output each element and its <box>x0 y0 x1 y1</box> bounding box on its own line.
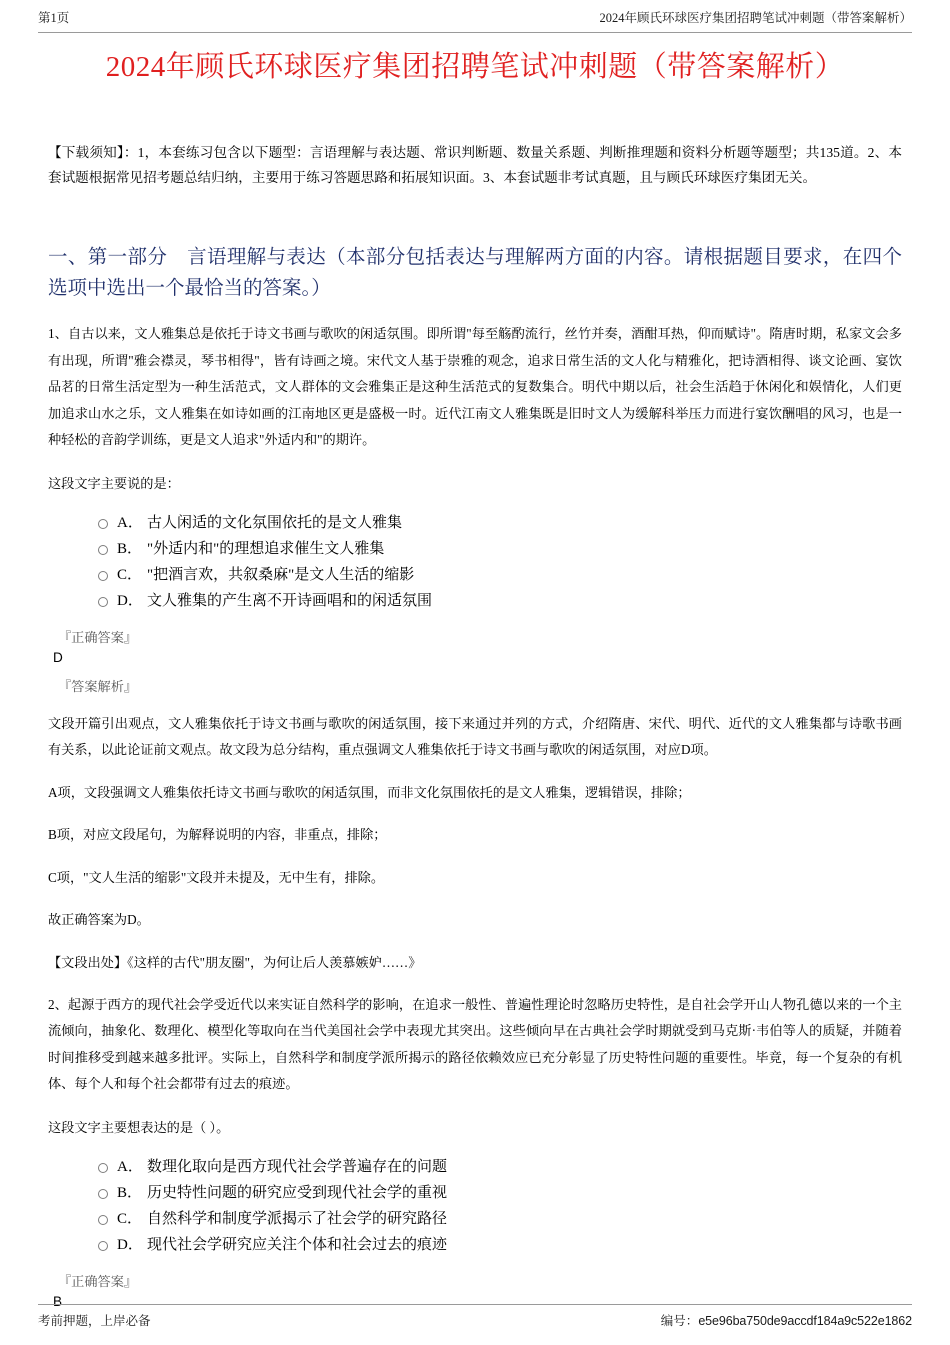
option-letter: D． <box>117 592 143 609</box>
correct-answer-value: B <box>53 1293 63 1309</box>
running-header-title: 2024年顾氏环球医疗集团招聘笔试冲刺题（带答案解析） <box>599 11 912 25</box>
radio-button-icon[interactable] <box>98 597 108 607</box>
analysis-paragraph: B项，对应文段尾句，为解释说明的内容，非重点，排除； <box>48 827 387 842</box>
analysis-label: 『答案解析』 <box>58 678 138 694</box>
option-text: "把酒言欢，共叙桑麻"是文人生活的缩影 <box>147 566 415 583</box>
footer-slogan: 考前押题，上岸必备 <box>38 1314 151 1328</box>
footer-code-label: 编号： <box>660 1314 699 1328</box>
option-list <box>48 510 902 614</box>
option-letter: C． <box>117 1210 143 1227</box>
option-text: 数理化取向是西方现代社会学普遍存在的问题 <box>147 1158 448 1175</box>
option-text: "外适内和"的理想追求催生文人雅集 <box>147 540 385 557</box>
radio-button-icon[interactable] <box>98 1163 108 1173</box>
option-letter: C． <box>117 566 143 583</box>
option-item[interactable] <box>48 1232 902 1258</box>
option-item[interactable] <box>48 510 902 536</box>
option-item[interactable] <box>48 536 902 562</box>
option-text: 现代社会学研究应关注个体和社会过去的痕迹 <box>147 1236 448 1253</box>
radio-button-icon[interactable] <box>98 1189 108 1199</box>
option-letter: A． <box>117 514 143 531</box>
running-footer <box>38 1304 912 1331</box>
radio-button-icon[interactable] <box>98 1215 108 1225</box>
option-letter: A． <box>117 1158 143 1175</box>
page-title: 2024年顾氏环球医疗集团招聘笔试冲刺题（带答案解析） <box>105 51 845 83</box>
option-letter: D． <box>117 1236 143 1253</box>
option-text: 历史特性问题的研究应受到现代社会学的重视 <box>147 1184 448 1201</box>
footer-code-value: e5e96ba750de9accdf184a9c522e1862 <box>698 1314 912 1328</box>
question-block <box>48 992 902 1312</box>
question-prompt: 这段文字主要想表达的是（ ）。 <box>48 1119 230 1135</box>
option-item[interactable] <box>48 588 902 614</box>
option-item[interactable] <box>48 1206 902 1232</box>
correct-answer-label: 『正确答案』 <box>58 1273 138 1289</box>
radio-button-icon[interactable] <box>98 571 108 581</box>
source-citation: 【文段出处】《这样的古代"朋友圈"，为何让后人羡慕嫉妒……》 <box>48 954 422 970</box>
analysis-paragraph: 文段开篇引出观点，文人雅集依托于诗文书画与歌吹的闲适氛围，接下来通过并列的方式，介绍隋唐、宋代、明代、近代的文人雅集都与诗歌书画有关系，以此论证前文观点。故文段为总分结构，重点强调文人雅集依托于诗文书画与歌吹的闲适氛围，对应D项。 <box>48 715 902 757</box>
correct-answer-label: 『正确答案』 <box>58 629 138 645</box>
option-item[interactable] <box>48 1180 902 1206</box>
option-text: 自然科学和制度学派揭示了社会学的研究路径 <box>147 1210 448 1227</box>
option-letter: B． <box>117 540 143 557</box>
question-block <box>48 321 902 975</box>
analysis-paragraph: A项，文段强调文人雅集依托诗文书画与歌吹的闲适氛围，而非文化氛围依托的是文人雅集，逻辑错误，排除； <box>48 784 691 800</box>
analysis-paragraph: 故正确答案为D。 <box>48 912 150 927</box>
option-letter: B． <box>117 1184 143 1201</box>
document-body <box>48 140 902 1312</box>
radio-button-icon[interactable] <box>98 1241 108 1251</box>
radio-button-icon[interactable] <box>98 519 108 529</box>
download-notice: 【下载须知】：1，本套练习包含以下题型：言语理解与表达题、常识判断题、数量关系题、判断推理题和资料分析题等题型；共135道。2、本套试题根据常见招考题总结归纳，主要用于练习答题思路和拓展知识面。3、本套试题非考试真题，且与顾氏环球医疗集团无关。 <box>48 145 902 185</box>
footer-code-group <box>661 1311 912 1331</box>
option-text: 古人闲适的文化氛围依托的是文人雅集 <box>147 514 403 531</box>
section-heading-part-one: 一、第一部分 言语理解与表达（本部分包括表达与理解两方面的内容。请根据题目要求，在四个选项中选出一个最恰当的答案。） <box>48 247 902 299</box>
option-item[interactable] <box>48 562 902 588</box>
running-header <box>38 8 912 33</box>
analysis-paragraph: C项，"文人生活的缩影"文段并未提及，无中生有，排除。 <box>48 869 385 885</box>
page-number-label: 第1页 <box>38 11 70 25</box>
option-text: 文人雅集的产生离不开诗画唱和的闲适氛围 <box>147 592 433 609</box>
question-prompt: 这段文字主要说的是： <box>48 475 180 491</box>
option-item[interactable] <box>48 1154 902 1180</box>
option-list <box>48 1154 902 1258</box>
correct-answer-value: D <box>53 649 63 665</box>
radio-button-icon[interactable] <box>98 545 108 555</box>
question-stem: 1、自古以来，文人雅集总是依托于诗文书画与歌吹的闲适氛围。即所谓"每至觞酌流行，丝竹并奏，酒酣耳热，仰而赋诗"。隋唐时期，私家文会多有出现，所谓"雅会襟灵，琴书相得"，皆有诗画之境。宋代文人基于崇雅的观念，追求日常生活的文人化与精雅化，把诗酒相得、谈文论画、宴饮品茗的日常生活定型为一种生活范式，文人群体的文会雅集正是这种生活范式的复数集合。明代中期以后，社会生活趋于休闲化和娱情化，人们更加追求山水之乐，文人雅集在如诗如画的江南地区更是盛极一时。近代江南文人雅集既是旧时文人为缓解科举压力而进行宴饮酬唱的风习，也是一种轻松的音韵学训练，更是文人追求"外适内和"的期许。 <box>48 326 902 447</box>
question-stem: 2、起源于西方的现代社会学受近代以来实证自然科学的影响，在追求一般性、普遍性理论时忽略历史特性，是自社会学开山人物孔德以来的一个主流倾向，抽象化、数理化、模型化等取向在当代美国社会学中表现尤其突出。这些倾向早在古典社会学时期就受到马克斯·韦伯等人的质疑，并随着时间推移受到越来越多批评。实际上，自然科学和制度学派所揭示的路径依赖效应已充分彰显了历史特性问题的重要性。毕竟，每一个复杂的有机体、每个人和每个社会都带有过去的痕迹。 <box>48 996 902 1091</box>
